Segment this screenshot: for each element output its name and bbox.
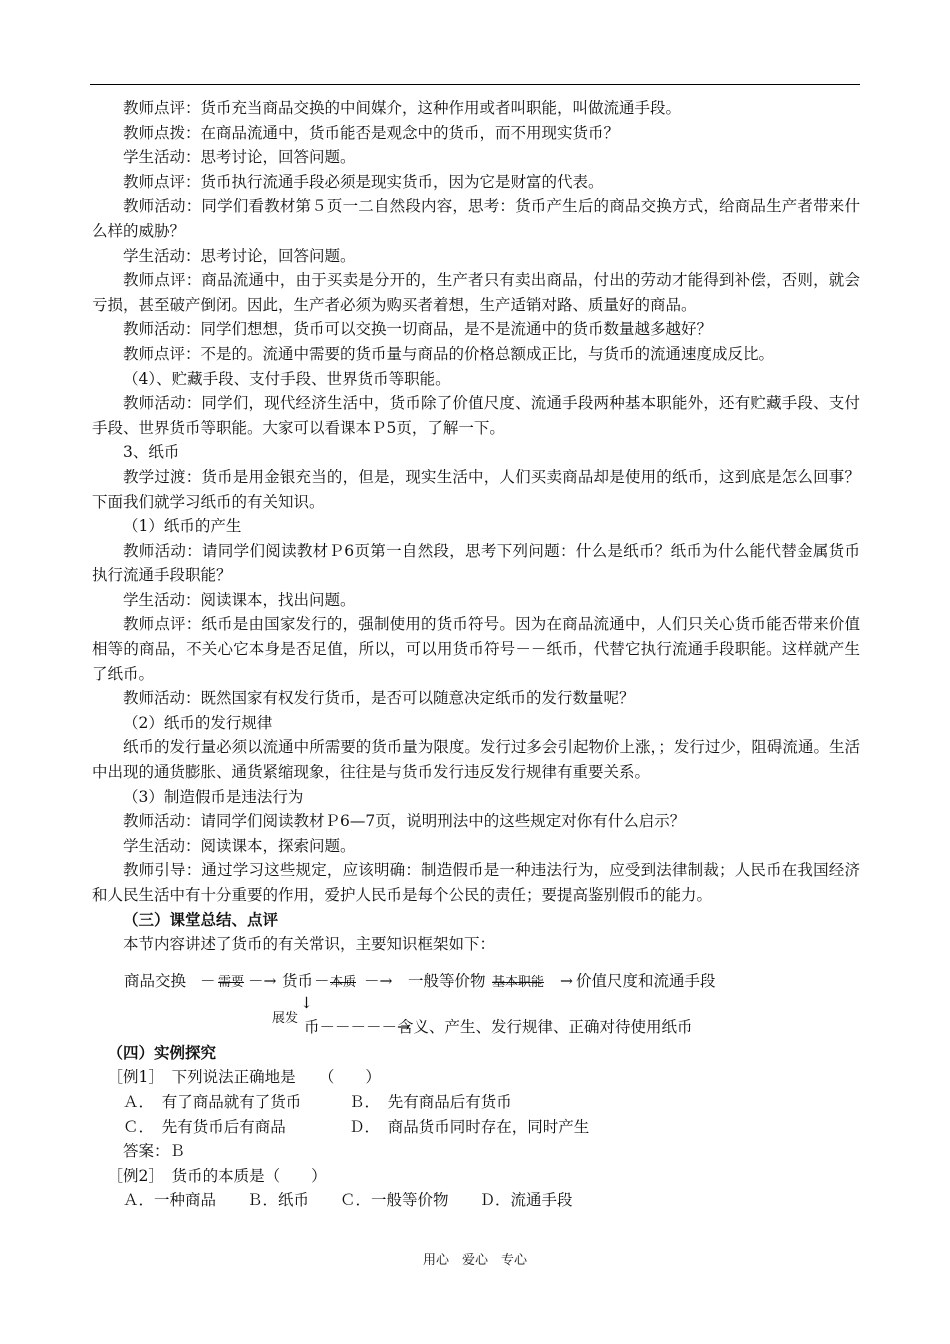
paragraph: 教学过渡：货币是用金银充当的，但是，现实生活中，人们买卖商品却是使用的纸币，这到底是怎么回事？下面我们就学习纸币的有关知识。 — [92, 467, 860, 511]
edge-label-essence: 本质 — [330, 974, 357, 990]
page-footer: 用心 爱心 专心 — [422, 1253, 527, 1268]
example1-options-row1 — [92, 1090, 860, 1115]
paragraph: 教师活动：同学们看教材第５页一二自然段内容，思考：货币产生后的商品交换方式，给商品生产者带来什么样的威胁？ — [92, 197, 860, 240]
node-paper-money-topics: 含义、产生、发行规律、正确对待使用纸币 — [398, 1017, 693, 1036]
node-paper-money-lead: 币－－－－－→ — [304, 1017, 410, 1036]
arrow-head: → — [560, 971, 573, 990]
example1-option-b: Ｂ． 先有商品后有货币 — [349, 1092, 512, 1111]
section-heading-summary: （三）课堂总结、点评 — [123, 909, 279, 929]
node-goods-exchange: 商品交换 — [124, 971, 187, 990]
example1-option-c: Ｃ． 先有货币后有商品 — [123, 1117, 286, 1136]
paragraph: （1）纸币的产生 — [123, 517, 242, 536]
paragraph: 3、纸币 — [123, 443, 180, 462]
arrow-dash: － — [200, 971, 216, 990]
paragraph: 学生活动：思考讨论，回答问题。 — [123, 246, 356, 265]
paragraph: 教师活动：请同学们阅读教材Ｐ6页第一自然段，思考下列问题：什么是纸币？纸币为什么能代替金属货币执行流通手段职能？ — [92, 541, 860, 585]
node-functions: 价值尺度和流通手段 — [576, 971, 716, 990]
node-money: 货币 — [282, 971, 314, 990]
edge-label-develop: 展发 — [272, 1010, 299, 1026]
paragraph: （4）、贮藏手段、支付手段、世界货币等职能。 — [123, 369, 451, 388]
lesson-paragraphs — [92, 96, 860, 908]
node-general-equivalent: 一般等价物 — [408, 971, 486, 990]
paragraph: 教师点评：商品流通中，由于买卖是分开的，生产者只有卖出商品，付出的劳动才能得到补偿，否则，就会亏损，甚至破产倒闭。因此，生产者必须为购买者着想，生产适销对路、质量好的商品。 — [92, 271, 860, 314]
example1-option-d: Ｄ． 商品货币同时存在，同时产生 — [349, 1117, 590, 1136]
edge-label-basic-function: 基本职能 — [492, 974, 545, 990]
paragraph: 教师活动：既然国家有权发行货币，是否可以随意决定纸币的发行数量呢？ — [123, 689, 635, 708]
arrow-down-icon: ↓ — [300, 993, 313, 1012]
arrow-dash: － — [314, 971, 330, 990]
knowledge-framework-diagram — [92, 963, 860, 1041]
paragraph: 教师活动：同学们，现代经济生活中，货币除了价值尺度、流通手段两种基本职能外，还有贮藏手段、支付手段、世界货币等职能。大家可以看课本Ｐ5页，了解一下。 — [92, 394, 860, 437]
paragraph: 教师点评：货币执行流通手段必须是现实货币，因为它是财富的代表。 — [123, 172, 604, 191]
paragraph: 教师点评：货币充当商品交换的中间媒介，这种作用或者叫职能，叫做流通手段。 — [123, 99, 682, 117]
arrow-dash-head: －→ — [364, 971, 393, 990]
paragraph: 纸币的发行量必须以流通中所需要的货币量为限度。发行过多会引起物价上涨，；发行过少，阻碍流通。生活中出现的通货膨胀、通货紧缩现象，往往是与货币发行违反发行规律有重要关系。 — [92, 738, 860, 782]
summary-intro: 本节内容讲述了货币的有关常识，主要知识框架如下： — [123, 935, 496, 954]
section-heading-examples: （四）实例探究 — [107, 1042, 217, 1062]
paragraph: （3）制造假币是违法行为 — [123, 787, 304, 806]
paragraph: （2）纸币的发行规律 — [123, 713, 273, 732]
example2-options: Ａ．一种商品 Ｂ．纸币 Ｃ．一般等价物 Ｄ．流通手段 — [123, 1191, 573, 1210]
example1-option-a: Ａ． 有了商品就有了货币 — [123, 1092, 302, 1111]
example1-answer: 答案：Ｂ — [123, 1142, 186, 1161]
arrow-dash-head: －→ — [248, 971, 277, 990]
edge-label-need: 需要 — [218, 974, 245, 990]
document-body — [92, 96, 860, 1213]
paragraph: 教师点评：纸币是由国家发行的，强制使用的货币符号。因为在商品流通中，人们只关心货币能否带来价值相等的商品，不关心它本身是否足值，所以，可以用货币符号－－纸币，代替它执行流通手段职能。这样就产生了纸币。 — [92, 615, 860, 683]
paragraph: 教师活动：请同学们阅读教材Ｐ6—7页，说明刑法中的这些规定对你有什么启示？ — [123, 812, 686, 831]
paragraph: 教师活动：同学们想想，货币可以交换一切商品，是不是流通中的货币数量越多越好？ — [123, 320, 713, 339]
paragraph: 教师点拨：在商品流通中，货币能否是观念中的货币，而不用现实货币？ — [123, 123, 620, 142]
example1-options-row2 — [92, 1115, 860, 1140]
paragraph: 学生活动：阅读课本，探索问题。 — [123, 836, 356, 855]
example2-question: ［例2］ 货币的本质是（ ） — [107, 1166, 327, 1185]
paragraph: 教师引导：通过学习这些规定，应该明确：制造假币是一种违法行为，应受到法律制裁；人民币在我国经济和人民生活中有十分重要的作用，爱护人民币是每个公民的责任；要提高鉴别假币的能力。 — [92, 861, 860, 904]
header-rule — [90, 84, 860, 85]
paragraph: 教师点评：不是的。流通中需要的货币量与商品的价格总额成正比，与货币的流通速度成反比。 — [123, 344, 775, 363]
paragraph: 学生活动：阅读课本，找出问题。 — [123, 590, 356, 609]
paragraph: 学生活动：思考讨论，回答问题。 — [123, 148, 356, 167]
example1-question: ［例1］ 下列说法正确地是 （ ） — [107, 1068, 381, 1087]
